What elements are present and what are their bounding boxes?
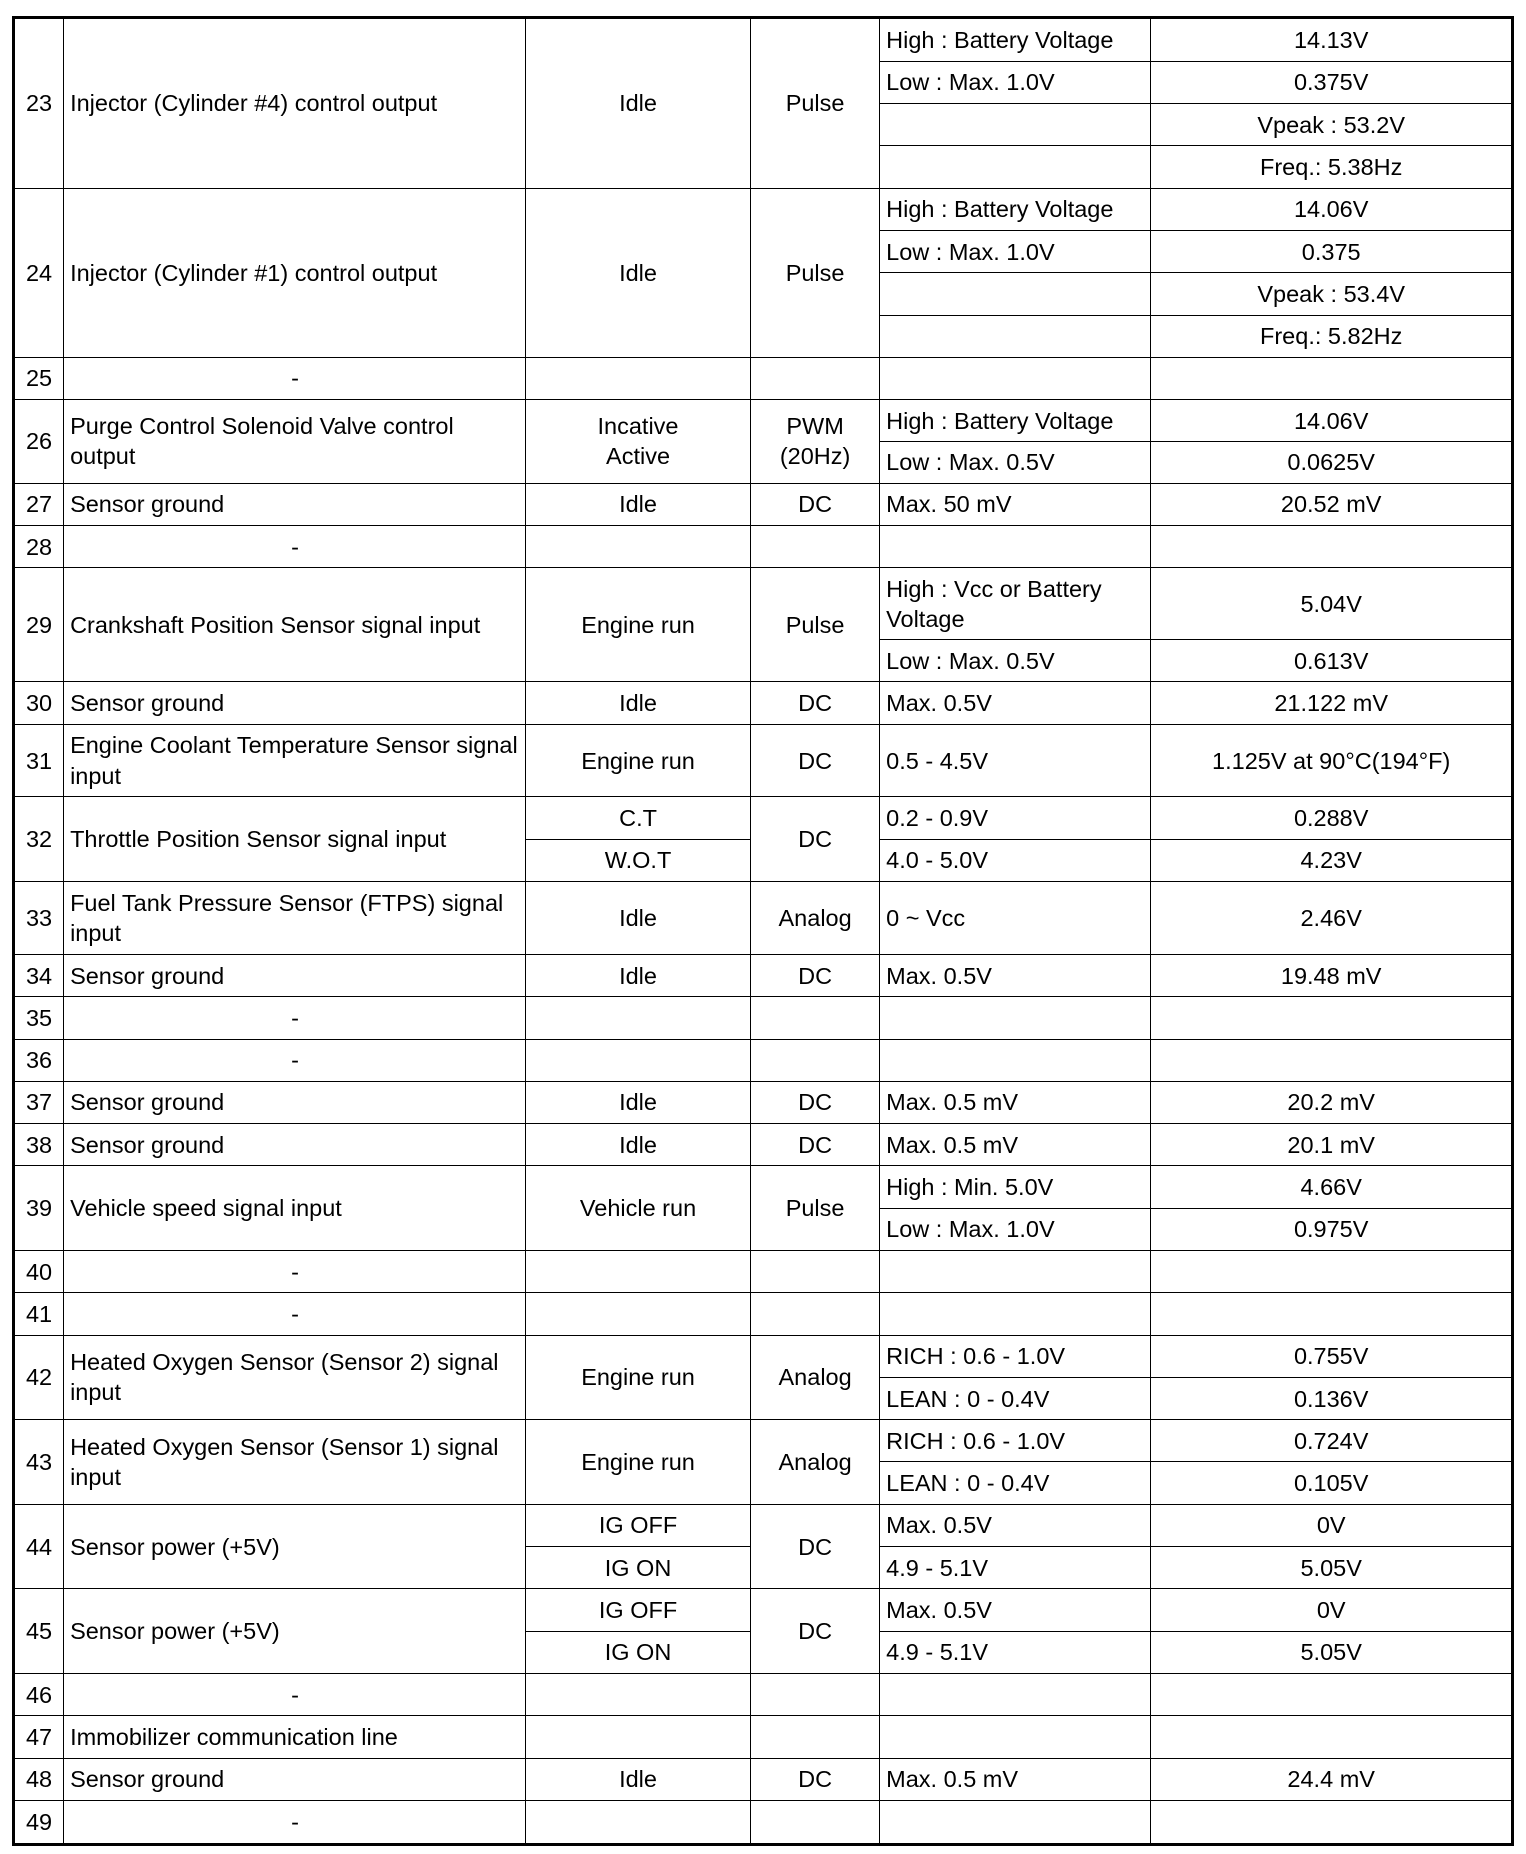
signal-type xyxy=(751,997,880,1039)
spec-level: 0 ~ Vcc xyxy=(880,882,1151,955)
table-row xyxy=(15,1251,1511,1293)
spec-level: Max. 0.5V xyxy=(880,954,1151,996)
spec-level: Max. 50 mV xyxy=(880,483,1151,525)
spec-level xyxy=(880,104,1151,146)
test-condition: Engine run xyxy=(526,724,751,797)
pin-number: 35 xyxy=(15,997,64,1039)
pin-number: 46 xyxy=(15,1673,64,1715)
spec-level xyxy=(880,1673,1151,1715)
spec-level: Low : Max. 1.0V xyxy=(880,1208,1151,1250)
spec-level: 4.9 - 5.1V xyxy=(880,1631,1151,1673)
spec-level xyxy=(880,1293,1151,1335)
test-condition: Vehicle run xyxy=(526,1166,751,1251)
signal-type: Pulse xyxy=(751,188,880,357)
signal-type xyxy=(751,1293,880,1335)
test-condition: W.O.T xyxy=(526,839,751,881)
test-condition: Idle xyxy=(526,188,751,357)
spec-level xyxy=(880,1251,1151,1293)
measured-result: Freq.: 5.82Hz xyxy=(1151,315,1511,357)
signal-type xyxy=(751,357,880,399)
table-row xyxy=(15,1589,1511,1631)
signal-type: DC xyxy=(751,682,880,724)
pin-description: - xyxy=(64,1251,526,1293)
measured-result: 0.136V xyxy=(1151,1377,1511,1419)
test-condition: Engine run xyxy=(526,568,751,682)
table-row xyxy=(15,1420,1511,1462)
pin-number: 43 xyxy=(15,1420,64,1505)
spec-level xyxy=(880,1716,1151,1758)
measured-result xyxy=(1151,1673,1511,1715)
signal-type xyxy=(751,1039,880,1081)
signal-type: PWM (20Hz) xyxy=(751,400,880,483)
table-row xyxy=(15,1673,1511,1715)
test-condition: Idle xyxy=(526,19,751,188)
measured-result: 20.1 mV xyxy=(1151,1124,1511,1166)
test-condition: Engine run xyxy=(526,1420,751,1505)
measured-result: Vpeak : 53.2V xyxy=(1151,104,1511,146)
measured-result: 14.06V xyxy=(1151,188,1511,230)
table-row xyxy=(15,1039,1511,1081)
spec-level: High : Vcc or Battery Voltage xyxy=(880,568,1151,640)
pin-number: 27 xyxy=(15,483,64,525)
test-condition: Idle xyxy=(526,483,751,525)
pin-description: Heated Oxygen Sensor (Sensor 1) signal input xyxy=(64,1420,526,1505)
spec-level: RICH : 0.6 - 1.0V xyxy=(880,1335,1151,1377)
table-row xyxy=(15,997,1511,1039)
test-condition xyxy=(526,357,751,399)
table-row xyxy=(15,1335,1511,1377)
measured-result: 0.105V xyxy=(1151,1462,1511,1504)
signal-type: DC xyxy=(751,954,880,996)
pin-number: 23 xyxy=(15,19,64,188)
pin-description: Fuel Tank Pressure Sensor (FTPS) signal input xyxy=(64,882,526,955)
measured-result: 1.125V at 90°C(194°F) xyxy=(1151,724,1511,797)
pin-number: 34 xyxy=(15,954,64,996)
signal-type xyxy=(751,525,880,567)
measured-result: 2.46V xyxy=(1151,882,1511,955)
test-condition: Idle xyxy=(526,882,751,955)
table-row xyxy=(15,1758,1511,1800)
signal-type: Analog xyxy=(751,1335,880,1420)
pin-description: Engine Coolant Temperature Sensor signal input xyxy=(64,724,526,797)
spec-level xyxy=(880,997,1151,1039)
measured-result: 0.288V xyxy=(1151,797,1511,839)
spec-level: Low : Max. 0.5V xyxy=(880,442,1151,483)
signal-type xyxy=(751,1716,880,1758)
measured-result: 5.05V xyxy=(1151,1547,1511,1589)
table-row xyxy=(15,882,1511,955)
measured-result xyxy=(1151,357,1511,399)
table-row xyxy=(15,1716,1511,1758)
measured-result: 24.4 mV xyxy=(1151,1758,1511,1800)
signal-type: DC xyxy=(751,1589,880,1674)
pin-number: 31 xyxy=(15,724,64,797)
pin-number: 29 xyxy=(15,568,64,682)
test-condition xyxy=(526,1716,751,1758)
spec-level: High : Min. 5.0V xyxy=(880,1166,1151,1208)
pin-number: 36 xyxy=(15,1039,64,1081)
spec-level: 4.9 - 5.1V xyxy=(880,1547,1151,1589)
measured-result: 19.48 mV xyxy=(1151,954,1511,996)
measured-result: 0.755V xyxy=(1151,1335,1511,1377)
pin-description: Injector (Cylinder #1) control output xyxy=(64,188,526,357)
measured-result: 21.122 mV xyxy=(1151,682,1511,724)
pin-description: Sensor ground xyxy=(64,483,526,525)
measured-result: 4.66V xyxy=(1151,1166,1511,1208)
signal-type: DC xyxy=(751,797,880,882)
pin-description: Sensor power (+5V) xyxy=(64,1589,526,1674)
measured-result xyxy=(1151,1251,1511,1293)
test-condition: Idle xyxy=(526,1081,751,1123)
measured-result xyxy=(1151,997,1511,1039)
table-row xyxy=(15,954,1511,996)
pin-number: 44 xyxy=(15,1504,64,1589)
measured-result: 20.2 mV xyxy=(1151,1081,1511,1123)
pin-description: Purge Control Solenoid Valve control output xyxy=(64,400,526,483)
pin-number: 42 xyxy=(15,1335,64,1420)
spec-level xyxy=(880,525,1151,567)
test-condition: IG OFF xyxy=(526,1504,751,1546)
measured-result xyxy=(1151,1716,1511,1758)
test-condition: Idle xyxy=(526,682,751,724)
pin-description: Sensor power (+5V) xyxy=(64,1504,526,1589)
signal-type xyxy=(751,1673,880,1715)
measured-result: 5.04V xyxy=(1151,568,1511,640)
test-condition xyxy=(526,997,751,1039)
signal-type: DC xyxy=(751,1758,880,1800)
test-condition xyxy=(526,1293,751,1335)
pin-spec-sheet xyxy=(12,16,1514,1846)
table-row xyxy=(15,357,1511,399)
pin-number: 37 xyxy=(15,1081,64,1123)
signal-type: Pulse xyxy=(751,19,880,188)
pin-description: Heated Oxygen Sensor (Sensor 2) signal input xyxy=(64,1335,526,1420)
pin-number: 24 xyxy=(15,188,64,357)
table-row xyxy=(15,682,1511,724)
measured-result: 4.23V xyxy=(1151,839,1511,881)
test-condition: C.T xyxy=(526,797,751,839)
spec-level xyxy=(880,146,1151,188)
table-row xyxy=(15,1166,1511,1208)
table-row xyxy=(15,724,1511,797)
spec-level: 0.5 - 4.5V xyxy=(880,724,1151,797)
test-condition: Engine run xyxy=(526,1335,751,1420)
spec-level: Max. 0.5 mV xyxy=(880,1124,1151,1166)
measured-result xyxy=(1151,525,1511,567)
pin-number: 30 xyxy=(15,682,64,724)
pin-number: 39 xyxy=(15,1166,64,1251)
measured-result: 0.375V xyxy=(1151,61,1511,103)
measured-result: 0V xyxy=(1151,1589,1511,1631)
table-row xyxy=(15,188,1511,230)
pin-description: Injector (Cylinder #4) control output xyxy=(64,19,526,188)
pin-description: - xyxy=(64,525,526,567)
test-condition xyxy=(526,1673,751,1715)
pin-number: 38 xyxy=(15,1124,64,1166)
signal-type xyxy=(751,1251,880,1293)
spec-level: Low : Max. 0.5V xyxy=(880,640,1151,682)
measured-result: 0.975V xyxy=(1151,1208,1511,1250)
spec-level xyxy=(880,1039,1151,1081)
test-condition xyxy=(526,1251,751,1293)
pin-number: 33 xyxy=(15,882,64,955)
spec-level xyxy=(880,273,1151,315)
table-row xyxy=(15,568,1511,640)
pin-description: Vehicle speed signal input xyxy=(64,1166,526,1251)
table-row xyxy=(15,1124,1511,1166)
table-row xyxy=(15,1800,1511,1843)
spec-level: High : Battery Voltage xyxy=(880,188,1151,230)
table-row xyxy=(15,400,1511,442)
pin-number: 49 xyxy=(15,1800,64,1843)
measured-result xyxy=(1151,1293,1511,1335)
test-condition: IG OFF xyxy=(526,1589,751,1631)
table-row xyxy=(15,19,1511,61)
pin-description: - xyxy=(64,1800,526,1843)
spec-level: Max. 0.5V xyxy=(880,1504,1151,1546)
pin-description: - xyxy=(64,997,526,1039)
measured-result xyxy=(1151,1800,1511,1843)
signal-type: Analog xyxy=(751,882,880,955)
pin-description: Sensor ground xyxy=(64,1758,526,1800)
pin-number: 40 xyxy=(15,1251,64,1293)
test-condition xyxy=(526,525,751,567)
test-condition: IG ON xyxy=(526,1547,751,1589)
measured-result: 20.52 mV xyxy=(1151,483,1511,525)
pin-description: - xyxy=(64,1039,526,1081)
pin-description: Sensor ground xyxy=(64,1124,526,1166)
measured-result: 0.613V xyxy=(1151,640,1511,682)
test-condition: Idle xyxy=(526,1758,751,1800)
pin-description: - xyxy=(64,1673,526,1715)
measured-result: 0.375 xyxy=(1151,230,1511,272)
spec-level: RICH : 0.6 - 1.0V xyxy=(880,1420,1151,1462)
pin-number: 26 xyxy=(15,400,64,483)
spec-level: 0.2 - 0.9V xyxy=(880,797,1151,839)
signal-type: Pulse xyxy=(751,1166,880,1251)
measured-result: 0V xyxy=(1151,1504,1511,1546)
table-row xyxy=(15,1081,1511,1123)
test-condition: Idle xyxy=(526,954,751,996)
signal-type xyxy=(751,1800,880,1843)
pin-number: 48 xyxy=(15,1758,64,1800)
measured-result: 5.05V xyxy=(1151,1631,1511,1673)
table-row xyxy=(15,1293,1511,1335)
pin-description: Throttle Position Sensor signal input xyxy=(64,797,526,882)
pin-description: Sensor ground xyxy=(64,954,526,996)
spec-level: Max. 0.5V xyxy=(880,1589,1151,1631)
pin-description: Sensor ground xyxy=(64,1081,526,1123)
pin-number: 25 xyxy=(15,357,64,399)
pin-description: Immobilizer communication line xyxy=(64,1716,526,1758)
test-condition: Incative Active xyxy=(526,400,751,483)
test-condition: IG ON xyxy=(526,1631,751,1673)
spec-level: High : Battery Voltage xyxy=(880,400,1151,442)
spec-level xyxy=(880,1800,1151,1843)
signal-type: DC xyxy=(751,724,880,797)
signal-type: DC xyxy=(751,1504,880,1589)
measured-result: 0.0625V xyxy=(1151,442,1511,483)
pin-number: 45 xyxy=(15,1589,64,1674)
test-condition: Idle xyxy=(526,1124,751,1166)
spec-level: Max. 0.5V xyxy=(880,682,1151,724)
spec-level: LEAN : 0 - 0.4V xyxy=(880,1377,1151,1419)
spec-level: Low : Max. 1.0V xyxy=(880,61,1151,103)
spec-level: 4.0 - 5.0V xyxy=(880,839,1151,881)
pin-description: Sensor ground xyxy=(64,682,526,724)
measured-result xyxy=(1151,1039,1511,1081)
signal-type: Pulse xyxy=(751,568,880,682)
pin-number: 41 xyxy=(15,1293,64,1335)
pin-number: 32 xyxy=(15,797,64,882)
pin-number: 28 xyxy=(15,525,64,567)
test-condition xyxy=(526,1039,751,1081)
measured-result: 14.06V xyxy=(1151,400,1511,442)
measured-result: Vpeak : 53.4V xyxy=(1151,273,1511,315)
spec-level: High : Battery Voltage xyxy=(880,19,1151,61)
signal-type: Analog xyxy=(751,1420,880,1505)
measured-result: Freq.: 5.38Hz xyxy=(1151,146,1511,188)
spec-level xyxy=(880,315,1151,357)
ecm-terminal-table xyxy=(15,19,1511,1843)
measured-result: 0.724V xyxy=(1151,1420,1511,1462)
pin-description: - xyxy=(64,357,526,399)
test-condition xyxy=(526,1800,751,1843)
spec-level xyxy=(880,357,1151,399)
signal-type: DC xyxy=(751,1124,880,1166)
spec-level: LEAN : 0 - 0.4V xyxy=(880,1462,1151,1504)
table-row xyxy=(15,797,1511,839)
measured-result: 14.13V xyxy=(1151,19,1511,61)
pin-number: 47 xyxy=(15,1716,64,1758)
table-row xyxy=(15,1504,1511,1546)
pin-description: - xyxy=(64,1293,526,1335)
pin-description: Crankshaft Position Sensor signal input xyxy=(64,568,526,682)
spec-level: Max. 0.5 mV xyxy=(880,1758,1151,1800)
spec-level: Max. 0.5 mV xyxy=(880,1081,1151,1123)
spec-level: Low : Max. 1.0V xyxy=(880,230,1151,272)
table-row xyxy=(15,525,1511,567)
signal-type: DC xyxy=(751,1081,880,1123)
signal-type: DC xyxy=(751,483,880,525)
table-row xyxy=(15,483,1511,525)
